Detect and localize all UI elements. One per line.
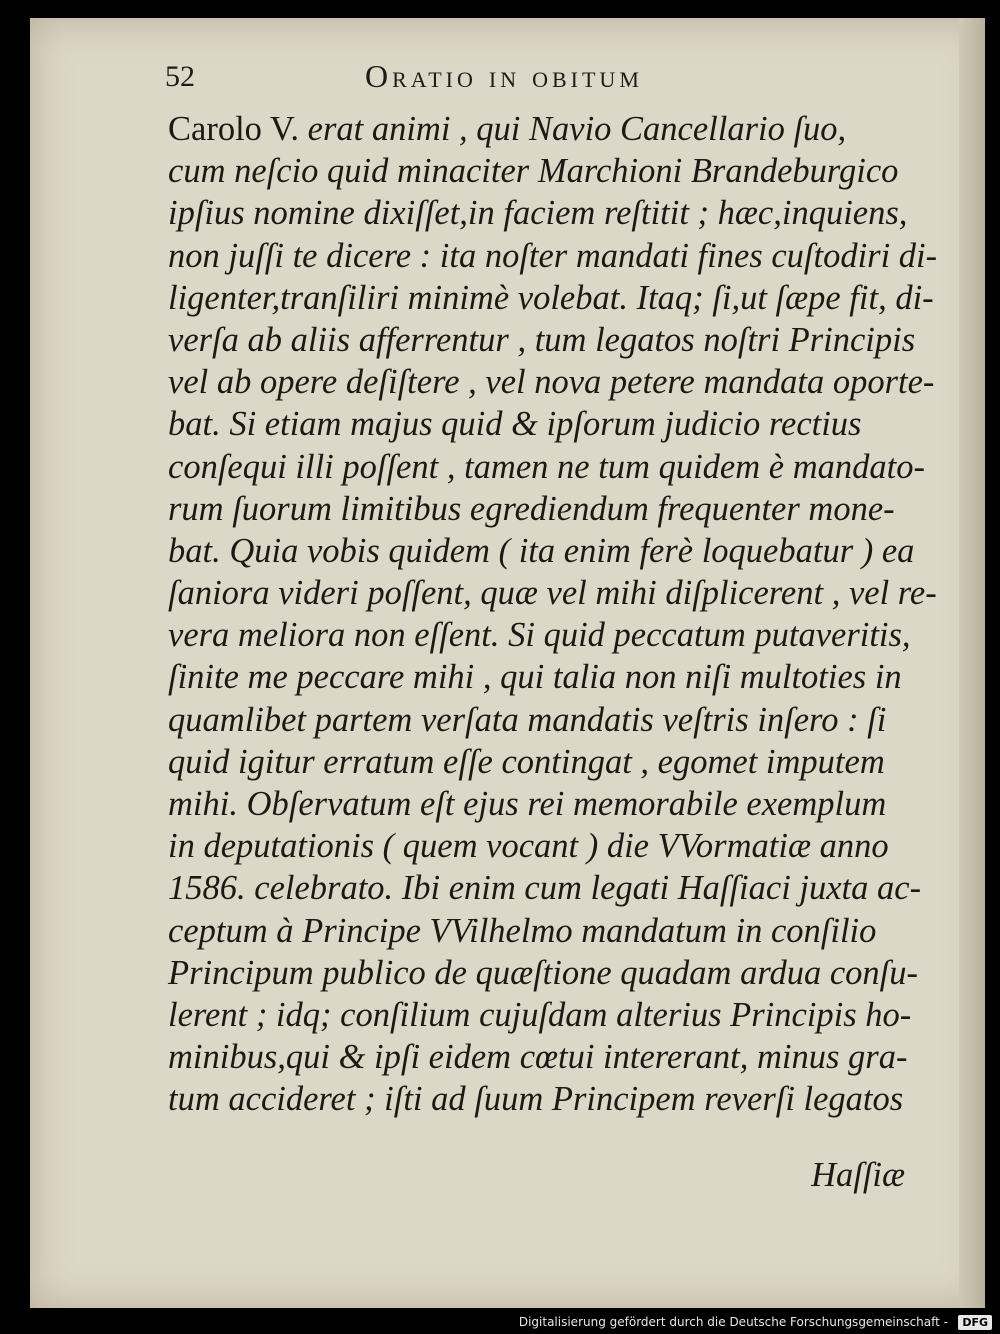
text-line: quamlibet partem verſata mandatis veſtris inſero : ſi (168, 700, 887, 739)
text-line: quid igitur erratum eſſe contingat , egomet imputem (168, 742, 885, 781)
text-line: ſaniora videri poſſent, quæ vel mihi diſplicerent , vel re- (168, 574, 937, 613)
text-line: rum ſuorum limitibus egrediendum frequenter mone- (168, 489, 895, 528)
first-line-italic: erat animi , qui Navio Cancellario ſuo, (299, 110, 847, 148)
text-line: bat. Quia vobis quidem ( ita enim ferè loquebatur ) ea (168, 531, 915, 570)
digitization-note: Digitalisierung gefördert durch die Deutsche Forschungsgemeinschaft - (518, 1315, 948, 1329)
text-line: minibus,qui & ipſi eidem cœtui intererant, minus gra- (168, 1038, 908, 1077)
text-line: ſinite me peccare mihi , qui talia non niſi multoties in (168, 658, 902, 697)
text-line: vel ab opere deſiſtere , vel nova petere mandata oporte- (168, 363, 935, 402)
text-line: verſa ab aliis afferrentur , tum legatos noſtri Principis (168, 320, 916, 359)
text-line: in deputationis ( quem vocant ) die VVormatiæ anno (168, 827, 889, 866)
dfg-logo[interactable]: DFG (958, 1315, 992, 1330)
footer-bar (0, 1308, 1000, 1334)
text-line: ipſius nomine dixiſſet,in faciem reſtitit ; hæc,inquiens, (168, 194, 908, 233)
book-page (30, 18, 985, 1308)
body-text (168, 108, 948, 1121)
text-line: lerent ; idq; conſilium cujuſdam alterius Principis ho- (168, 995, 912, 1034)
page-number: 52 (165, 60, 195, 93)
running-head: Oratio in obitum (365, 58, 643, 94)
text-line: bat. Si etiam majus quid & ipſorum judicio rectius (168, 405, 862, 444)
text-line: ceptum à Principe VVilhelmo mandatum in conſilio (168, 911, 877, 950)
text-line: mihi. Obſervatum eſt ejus rei memorabile exemplum (168, 785, 887, 823)
text-line: ligenter,tranſiliri minimè volebat. Itaq; ſi,ut ſæpe fit, di- (168, 278, 934, 317)
text-line: vera meliora non eſſent. Si quid peccatum putaveritis, (168, 616, 911, 655)
text-line: non juſſi te dicere : ita noſter mandati fines cuſtodiri di- (168, 236, 938, 275)
text-line: 1586. celebrato. Ibi enim cum legati Haſſiaci juxta ac- (168, 869, 922, 908)
text-line (168, 108, 948, 150)
page-gutter (959, 18, 985, 1308)
text-line: cum neſcio quid minaciter Marchioni Brandeburgico (168, 152, 899, 191)
catchword: Haſſiæ (811, 1156, 905, 1194)
first-line-roman: Carolo V. (168, 110, 299, 148)
text-line: tum accideret ; iſti ad ſuum Principem reverſi legatos (168, 1080, 904, 1119)
text-line: Principum publico de quæſtione quadam ardua conſu- (168, 953, 918, 992)
text-line: conſequi illi poſſent , tamen ne tum quidem è mandato- (168, 447, 925, 486)
